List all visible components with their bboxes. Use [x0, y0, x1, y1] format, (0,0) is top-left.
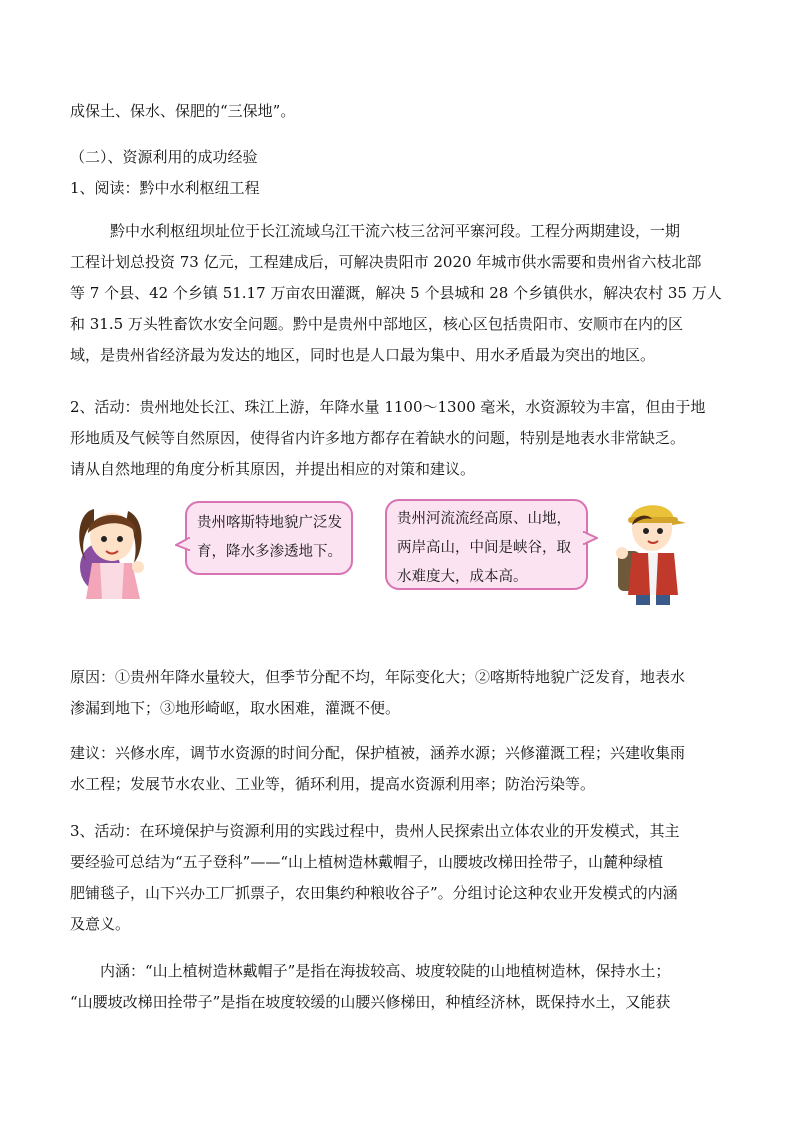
- connotation-line-2: “山腰坡改梯田拴带子”是指在坡度较缓的山腰兴修梯田，种植经济林，既保持水土，又能获: [70, 993, 671, 1011]
- activity3-line-3: 肥铺毯子，山下兴办工厂抓票子，农田集约种粮收谷子”。分组讨论这种农业开发模式的内涵: [70, 884, 678, 902]
- reading-line-3: 等 7 个县、42 个乡镇 51.17 万亩农田灌溉，解决 5 个县城和 28 个乡镇供水，解决农村 35 万人: [70, 284, 722, 302]
- suggestion-line-2: 水工程；发展节水农业、工业等，循环利用，提高水资源利用率；防治污染等。: [70, 775, 596, 793]
- suggestion-paragraph: [70, 738, 685, 800]
- connotation-line-1: 内涵：“山上植树造林戴帽子”是指在海拔较高、坡度较陡的山地植树造林，保持水土；: [100, 962, 671, 980]
- activity2-paragraph: [70, 392, 705, 485]
- bubble-right-line-2: 两岸高山，中间是峡谷，取: [397, 540, 571, 556]
- activity3-paragraph: [70, 816, 680, 940]
- reading-paragraph: [70, 216, 722, 371]
- reading-line-2: 工程计划总投资 73 亿元，工程建成后，可解决贵阳市 2020 年城市供水需要和贵州省六枝北部: [70, 253, 702, 271]
- bubble-right-line-3: 水难度大，成本高。: [397, 569, 528, 585]
- reason-line-2: 渗漏到地下；③地形崎岖，取水困难，灌溉不便。: [70, 699, 401, 717]
- bubble-left-line-1: 贵州喀斯特地貌广泛发: [197, 515, 342, 531]
- activity2-line-2: 形地质及气候等自然原因，使得省内许多地方都存在着缺水的问题，特别是地表水非常缺乏。: [70, 429, 686, 447]
- bubble-right-line-1: 贵州河流流经高原、山地，: [397, 511, 571, 527]
- speech-bubble-left: [185, 501, 353, 575]
- reason-paragraph: [70, 662, 685, 724]
- activity2-line-1: 2、活动：贵州地处长江、珠江上游，年降水量 1100～1300 毫米，水资源较为丰富，但由于地: [70, 398, 706, 416]
- top-line: 成保土、保水、保肥的“三保地”。: [70, 102, 296, 120]
- reading-line-1: 黔中水利枢纽坝址位于长江流域乌江干流六枝三岔河平寨河段。工程分两期建设，一期: [110, 222, 681, 240]
- activity3-line-4: 及意义。: [70, 915, 131, 933]
- reading-heading: 1、阅读：黔中水利枢纽工程: [70, 179, 260, 197]
- girl-figure-icon: [70, 503, 156, 603]
- reading-line-5: 域，是贵州省经济最为发达的地区，同时也是人口最为集中、用水矛盾最为突出的地区。: [70, 346, 656, 364]
- suggestion-line-1: 建议：兴修水库，调节水资源的时间分配，保护植被，涵养水源；兴修灌溉工程；兴建收集雨: [70, 744, 686, 762]
- reading-line-4: 和 31.5 万头牲畜饮水安全问题。黔中是贵州中部地区，核心区包括贵阳市、安顺市在内的区: [70, 315, 683, 333]
- boy-figure-icon: [608, 495, 692, 607]
- section-heading: （二）、资源利用的成功经验: [70, 148, 258, 166]
- speech-bubble-right: [385, 499, 588, 590]
- activity3-line-2: 要经验可总结为“五子登科”——“山上植树造林戴帽子，山腰坡改梯田拴带子，山麓种绿植: [70, 853, 664, 871]
- activity2-line-3: 请从自然地理的角度分析其原因，并提出相应的对策和建议。: [70, 460, 476, 478]
- reason-line-1: 原因：①贵州年降水量较大，但季节分配不均，年际变化大；②喀斯特地貌广泛发育，地表水: [70, 668, 686, 686]
- connotation-paragraph: [70, 956, 670, 1018]
- bubble-left-line-2: 育，降水多渗透地下。: [197, 544, 342, 560]
- activity3-line-1: 3、活动：在环境保护与资源利用的实践过程中，贵州人民探索出立体农业的开发模式，其主: [70, 822, 680, 840]
